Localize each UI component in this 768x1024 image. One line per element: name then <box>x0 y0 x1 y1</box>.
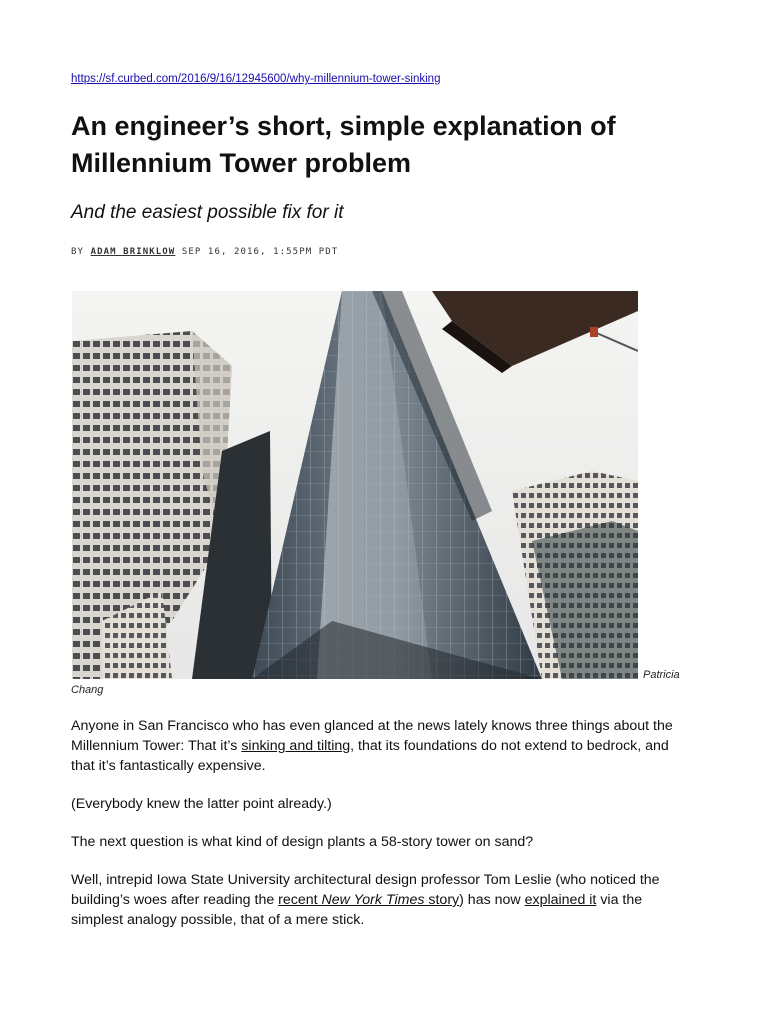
paragraph-3: The next question is what kind of design plants a 58-story tower on sand? <box>71 834 534 850</box>
article-body <box>71 716 691 948</box>
article-photo <box>72 291 638 679</box>
explained-it-link[interactable]: explained it <box>524 892 597 908</box>
photo-credit-line1: Patricia <box>643 669 680 681</box>
byline <box>71 247 338 257</box>
paragraph-4-text-c: via the simplest analogy possible, that of a mere stick. <box>71 892 643 928</box>
sinking-and-tilting-link[interactable]: sinking and tilting <box>241 738 351 754</box>
paragraph-4-text-a: Well, intrepid Iowa State University architectural design professor Tom Leslie (who noticed the building’s woes after reading the <box>71 872 660 908</box>
paragraph-4 <box>71 870 691 930</box>
article-headline: An engineer’s short, simple explanation of Millennium Tower problem <box>71 111 616 178</box>
paragraph-1-text-b: , that its foundations do not extend to bedrock, and that it’s fantastically expensive. <box>71 738 669 774</box>
recent-link-text: recent <box>278 892 322 908</box>
byline-prefix: BY <box>71 247 85 257</box>
paragraph-1-text-a: Anyone in San Francisco who has even glanced at the news lately knows three things about the Millennium Tower: That it’s <box>71 718 673 754</box>
paragraph-2: (Everybody knew the latter point already.) <box>71 796 332 812</box>
source-url-link[interactable]: https://sf.curbed.com/2016/9/16/12945600/why-millennium-tower-sinking <box>71 73 441 85</box>
paragraph-1 <box>71 716 691 776</box>
publish-date: SEP 16, 2016, 1:55PM PDT <box>181 247 339 257</box>
photo-credit-line2: Chang <box>71 684 104 696</box>
recent-nyt-story-link[interactable] <box>278 892 459 908</box>
nyt-italic-text: New York Times <box>321 892 425 908</box>
paragraph-4-text-b: ) has now <box>459 892 525 908</box>
author-link[interactable]: ADAM BRINKLOW <box>90 247 176 257</box>
article-subheadline: And the easiest possible fix for it <box>71 202 344 223</box>
story-link-text: story <box>424 892 460 908</box>
